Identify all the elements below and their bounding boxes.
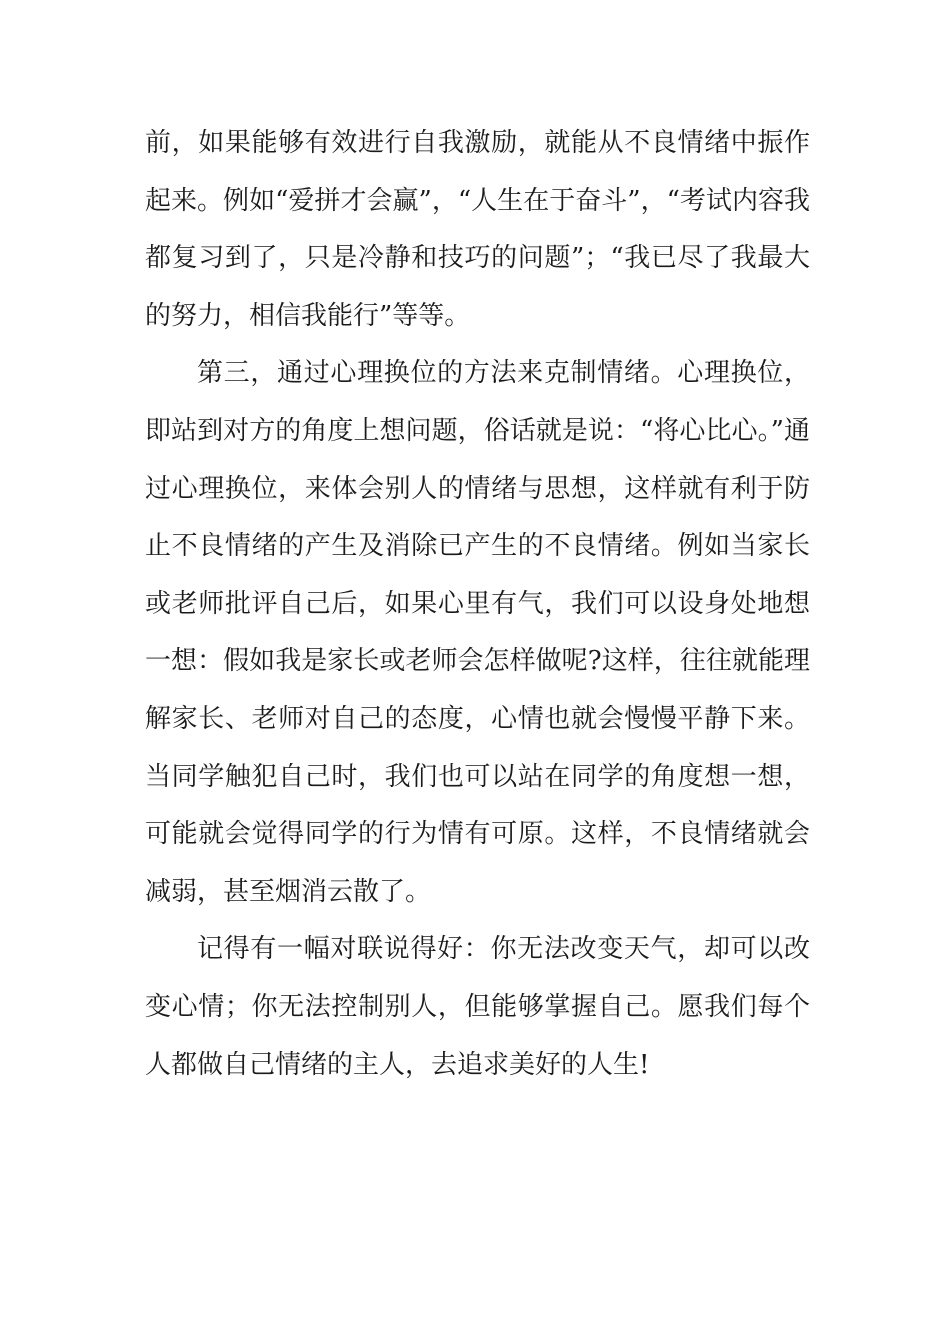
- paragraph-conclusion: 记得有一幅对联说得好：你无法改变天气，却可以改变心情；你无法控制别人，但能够掌握自己。愿我们每个人都做自己情绪的主人，去追求美好的人生!: [145, 934, 810, 1080]
- paragraph-psychological-transposition: 第三，通过心理换位的方法来克制情绪。心理换位，即站到对方的角度上想问题，俗话就是说：“将心比心。”通过心理换位，来体会别人的情绪与思想，这样就有利于防止不良情绪的产生及消除已产生的不良情绪。例如当家长或老师批评自己后，如果心里有气，我们可以设身处地想一想：假如我是家长或老师会怎样做呢?这样，往往就能理解家长、老师对自己的态度，心情也就会慢慢平静下来。当同学触犯自己时，我们也可以站在同学的角度想一想，可能就会觉得同学的行为情有可原。这样，不良情绪就会减弱，甚至烟消云散了。: [145, 358, 810, 907]
- paragraph-continuation: 前，如果能够有效进行自我激励，就能从不良情绪中振作起来。例如“爱拼才会赢”，“人生在于奋斗”，“考试内容我都复习到了，只是冷静和技巧的问题”；“我已尽了我最大的努力，相信我能行”等等。: [145, 128, 810, 331]
- body-text: [145, 115, 810, 1094]
